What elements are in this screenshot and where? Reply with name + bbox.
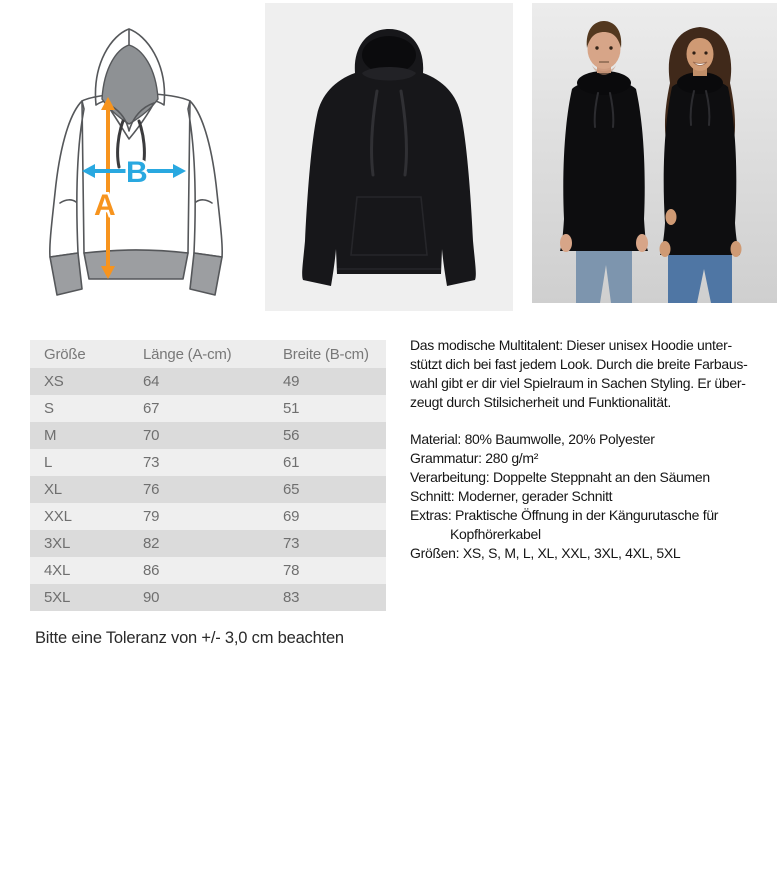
table-row <box>30 584 386 611</box>
cell-length: 79 <box>143 508 160 525</box>
cell-length: 76 <box>143 481 160 498</box>
description-line: Grammatur: 280 g/m² <box>410 450 539 466</box>
cell-width: 56 <box>283 427 300 444</box>
black-hoodie-front-illustration <box>265 3 513 311</box>
cell-size: XL <box>44 481 62 498</box>
table-row <box>30 503 386 530</box>
cell-width: 65 <box>283 481 300 498</box>
hoodie-hood <box>95 29 164 139</box>
cell-size: 4XL <box>44 562 71 579</box>
hoodie-waistband <box>84 250 188 279</box>
description-line: Extras: Praktische Öffnung in der Kängurutasche für <box>410 507 719 523</box>
woman-figure <box>660 27 742 303</box>
woman-hand <box>666 209 677 225</box>
cell-width: 69 <box>283 508 300 525</box>
description-specs <box>410 430 774 563</box>
cell-width: 51 <box>283 400 300 417</box>
table-row <box>30 476 386 503</box>
cell-width: 78 <box>283 562 300 579</box>
cell-length: 70 <box>143 427 160 444</box>
description-line: Schnitt: Moderner, gerader Schnitt <box>410 488 613 504</box>
size-table-header <box>30 340 386 368</box>
cell-size: 5XL <box>44 589 71 606</box>
cell-length: 86 <box>143 562 160 579</box>
measure-label-b: B <box>126 156 148 189</box>
measure-label-a: A <box>94 189 116 222</box>
description-line: Verarbeitung: Doppelte Steppnaht an den Säumen <box>410 469 710 485</box>
models-photo <box>532 3 777 311</box>
description-line: Größen: XS, S, M, L, XL, XXL, 3XL, 4XL, 5XL <box>410 545 681 561</box>
cell-length: 82 <box>143 535 160 552</box>
product-photo-black-hoodie <box>265 3 513 311</box>
photo-bottom-strip <box>532 303 777 311</box>
description-line: Kopfhörerkabel <box>450 526 541 542</box>
table-row <box>30 422 386 449</box>
cell-size: M <box>44 427 57 444</box>
cell-width: 61 <box>283 454 300 471</box>
size-table-body <box>30 368 386 611</box>
hoodie-measurement-diagram <box>30 3 242 311</box>
description-line: Das modische Multitalent: Dieser unisex Hoodie unter- <box>410 337 732 353</box>
cell-width: 73 <box>283 535 300 552</box>
column-header-size: Größe <box>44 345 86 363</box>
cell-size: XS <box>44 373 64 390</box>
cell-length: 67 <box>143 400 160 417</box>
product-description <box>410 336 774 563</box>
table-row <box>30 530 386 557</box>
description-line: zeugt durch Stilsicherheit und Funktionalität. <box>410 394 671 410</box>
cell-width: 83 <box>283 589 300 606</box>
cell-length: 64 <box>143 373 160 390</box>
cell-length: 90 <box>143 589 160 606</box>
description-line: wahl gibt er dir viel Spielraum in Sachen Styling. Er über- <box>410 375 746 391</box>
table-row <box>30 395 386 422</box>
tolerance-note: Bitte eine Toleranz von +/- 3,0 cm beachten <box>35 629 344 647</box>
cell-size: L <box>44 454 53 471</box>
size-table <box>30 340 386 611</box>
column-header-length: Länge (A-cm) <box>143 345 232 363</box>
column-header-width: Breite (B-cm) <box>283 345 369 363</box>
table-row <box>30 557 386 584</box>
cell-width: 49 <box>283 373 300 390</box>
table-row <box>30 449 386 476</box>
description-intro <box>410 336 774 412</box>
cell-size: XXL <box>44 508 72 525</box>
description-line: stützt dich bei fast jedem Look. Durch die breite Farbaus- <box>410 356 748 372</box>
table-row <box>30 368 386 395</box>
cell-length: 73 <box>143 454 160 471</box>
cell-size: S <box>44 400 54 417</box>
size-diagram-image <box>30 3 242 311</box>
cell-size: 3XL <box>44 535 71 552</box>
models-illustration <box>532 3 777 311</box>
description-line: Material: 80% Baumwolle, 20% Polyester <box>410 431 655 447</box>
